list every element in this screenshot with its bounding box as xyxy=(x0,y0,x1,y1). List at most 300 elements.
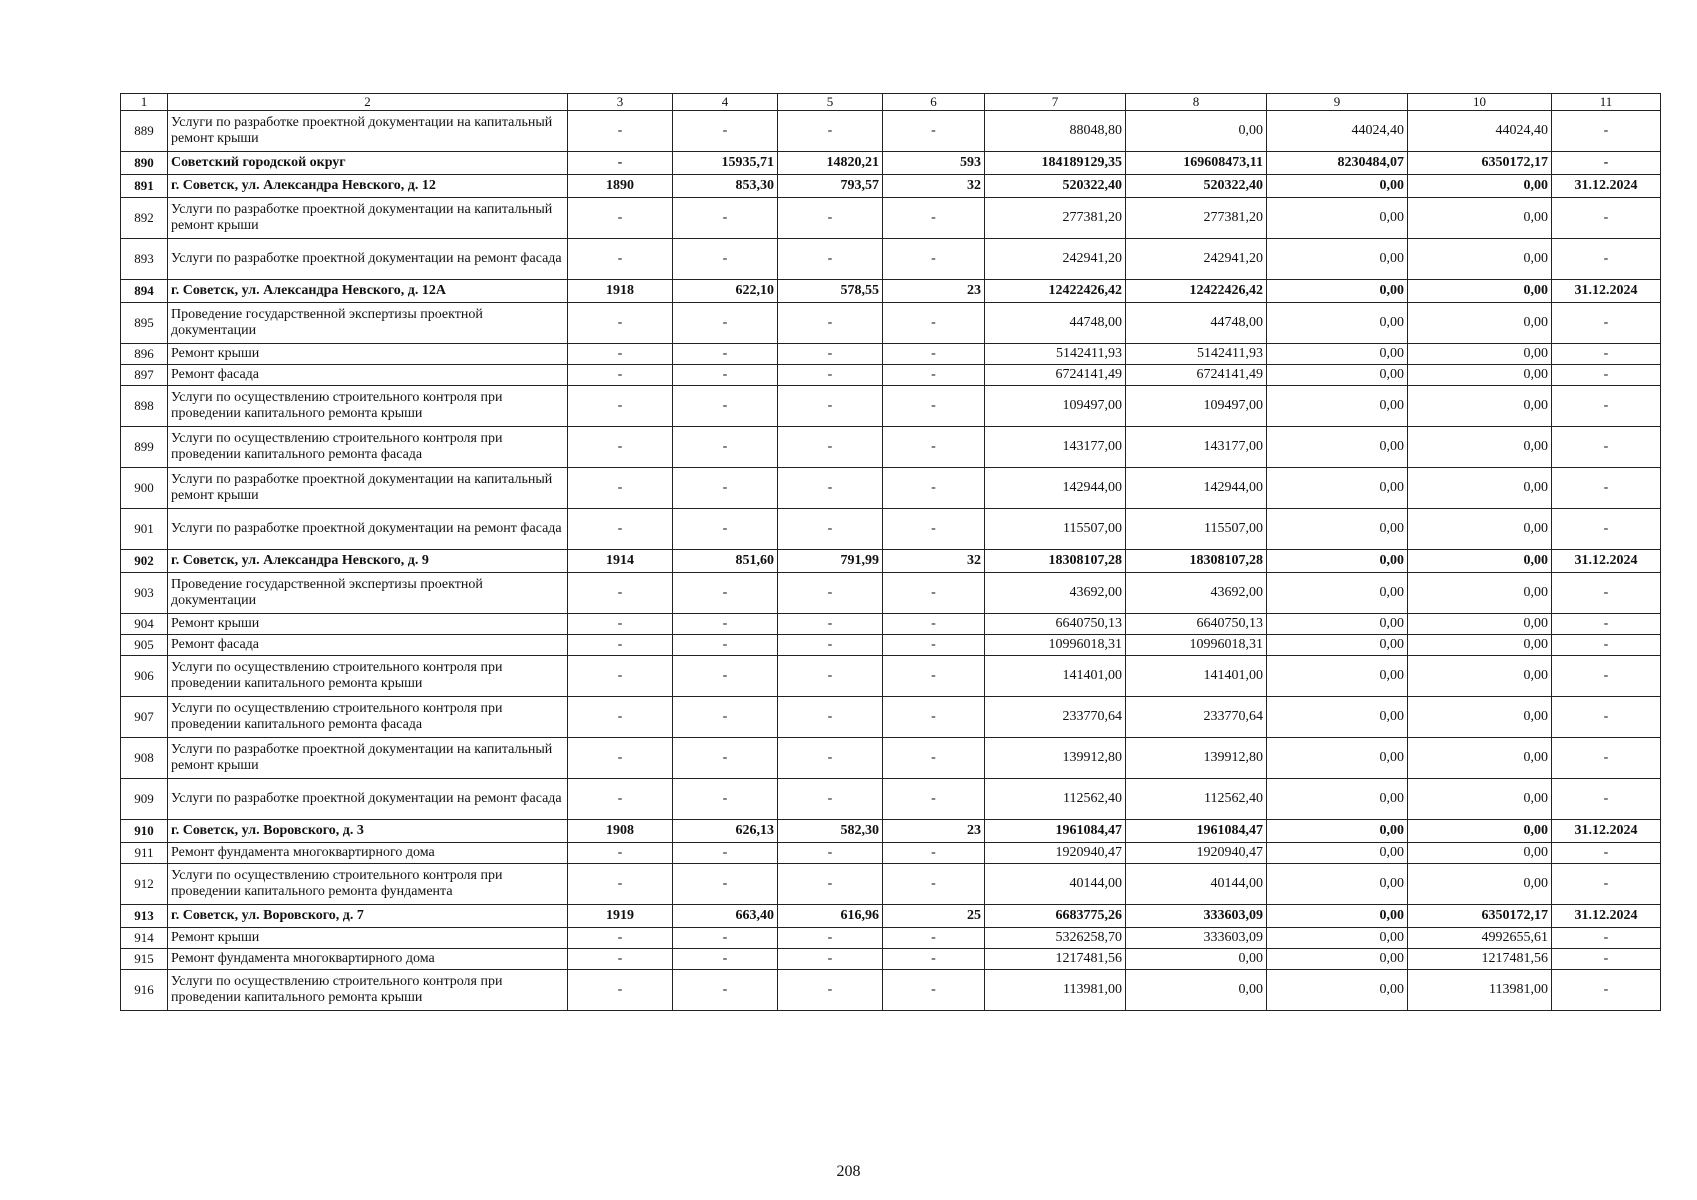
total-cost-cell: 40144,00 xyxy=(985,864,1126,905)
residents-cell: 593 xyxy=(883,152,985,175)
row-number: 901 xyxy=(121,509,168,550)
item-name: г. Советск, ул. Александра Невского, д. 12 xyxy=(168,175,568,198)
living-area-cell: - xyxy=(778,779,883,820)
item-name: Ремонт фундамента многоквартирного дома xyxy=(168,843,568,864)
living-area-cell: - xyxy=(778,656,883,697)
row-number: 913 xyxy=(121,905,168,928)
deadline-cell: 31.12.2024 xyxy=(1552,175,1661,198)
item-name: Услуги по разработке проектной документации на капитальный ремонт крыши xyxy=(168,738,568,779)
year-cell: - xyxy=(568,509,673,550)
cost-2024-cell: 40144,00 xyxy=(1126,864,1267,905)
living-area-cell: 578,55 xyxy=(778,280,883,303)
residents-cell: - xyxy=(883,738,985,779)
deadline-cell: - xyxy=(1552,239,1661,280)
deadline-cell: - xyxy=(1552,198,1661,239)
header-cell: 10 xyxy=(1408,94,1552,111)
year-cell: - xyxy=(568,111,673,152)
table-body xyxy=(121,94,1661,1011)
cost-2026-cell: 0,00 xyxy=(1408,427,1552,468)
year-cell: - xyxy=(568,239,673,280)
total-area-cell: - xyxy=(673,344,778,365)
item-name: Услуги по разработке проектной документации на ремонт фасада xyxy=(168,779,568,820)
deadline-cell: - xyxy=(1552,738,1661,779)
total-area-cell: - xyxy=(673,738,778,779)
item-name: Услуги по осуществлению строительного контроля при проведении капитального ремонта крыши xyxy=(168,386,568,427)
cost-2026-cell: 0,00 xyxy=(1408,779,1552,820)
year-cell: - xyxy=(568,928,673,949)
cost-2026-cell: 0,00 xyxy=(1408,344,1552,365)
cost-2025-cell: 0,00 xyxy=(1267,697,1408,738)
table-row xyxy=(121,239,1661,280)
total-area-cell: - xyxy=(673,239,778,280)
deadline-cell: 31.12.2024 xyxy=(1552,820,1661,843)
row-number: 895 xyxy=(121,303,168,344)
cost-2025-cell: 0,00 xyxy=(1267,614,1408,635)
residents-cell: - xyxy=(883,111,985,152)
deadline-cell: - xyxy=(1552,509,1661,550)
total-area-cell: - xyxy=(673,928,778,949)
cost-2026-cell: 44024,40 xyxy=(1408,111,1552,152)
total-area-cell: 663,40 xyxy=(673,905,778,928)
item-name: Ремонт крыши xyxy=(168,614,568,635)
living-area-cell: - xyxy=(778,468,883,509)
header-cell: 5 xyxy=(778,94,883,111)
cost-2026-cell: 0,00 xyxy=(1408,550,1552,573)
table-row xyxy=(121,427,1661,468)
cost-2026-cell: 0,00 xyxy=(1408,656,1552,697)
cost-2025-cell: 0,00 xyxy=(1267,573,1408,614)
header-cell: 1 xyxy=(121,94,168,111)
deadline-cell: - xyxy=(1552,152,1661,175)
deadline-cell: - xyxy=(1552,614,1661,635)
cost-2024-cell: 44748,00 xyxy=(1126,303,1267,344)
cost-2025-cell: 0,00 xyxy=(1267,344,1408,365)
cost-2026-cell: 0,00 xyxy=(1408,365,1552,386)
cost-2024-cell: 139912,80 xyxy=(1126,738,1267,779)
cost-2024-cell: 6724141,49 xyxy=(1126,365,1267,386)
cost-2025-cell: 0,00 xyxy=(1267,365,1408,386)
deadline-cell: - xyxy=(1552,928,1661,949)
row-number: 898 xyxy=(121,386,168,427)
year-cell: - xyxy=(568,303,673,344)
row-number: 893 xyxy=(121,239,168,280)
cost-2025-cell: 0,00 xyxy=(1267,864,1408,905)
table-group-row xyxy=(121,152,1661,175)
item-name: Ремонт крыши xyxy=(168,928,568,949)
cost-2024-cell: 520322,40 xyxy=(1126,175,1267,198)
deadline-cell: - xyxy=(1552,344,1661,365)
year-cell: - xyxy=(568,864,673,905)
cost-2026-cell: 4992655,61 xyxy=(1408,928,1552,949)
living-area-cell: - xyxy=(778,111,883,152)
year-cell: - xyxy=(568,970,673,1011)
item-name: Услуги по осуществлению строительного контроля при проведении капитального ремонта фасада xyxy=(168,427,568,468)
deadline-cell: - xyxy=(1552,779,1661,820)
residents-cell: - xyxy=(883,365,985,386)
living-area-cell: - xyxy=(778,949,883,970)
cost-2025-cell: 0,00 xyxy=(1267,820,1408,843)
table-group-row xyxy=(121,820,1661,843)
row-number: 905 xyxy=(121,635,168,656)
cost-2026-cell: 0,00 xyxy=(1408,635,1552,656)
deadline-cell: - xyxy=(1552,365,1661,386)
row-number: 911 xyxy=(121,843,168,864)
row-number: 900 xyxy=(121,468,168,509)
table-row xyxy=(121,928,1661,949)
total-cost-cell: 112562,40 xyxy=(985,779,1126,820)
year-cell: - xyxy=(568,468,673,509)
cost-2024-cell: 5142411,93 xyxy=(1126,344,1267,365)
total-cost-cell: 115507,00 xyxy=(985,509,1126,550)
year-cell: 1919 xyxy=(568,905,673,928)
total-area-cell: - xyxy=(673,635,778,656)
deadline-cell: 31.12.2024 xyxy=(1552,550,1661,573)
total-area-cell: - xyxy=(673,303,778,344)
deadline-cell: - xyxy=(1552,970,1661,1011)
cost-2025-cell: 0,00 xyxy=(1267,843,1408,864)
total-cost-cell: 1961084,47 xyxy=(985,820,1126,843)
total-area-cell: - xyxy=(673,198,778,239)
residents-cell: - xyxy=(883,509,985,550)
deadline-cell: - xyxy=(1552,111,1661,152)
item-name: Проведение государственной экспертизы проектной документации xyxy=(168,303,568,344)
cost-2024-cell: 0,00 xyxy=(1126,111,1267,152)
total-cost-cell: 139912,80 xyxy=(985,738,1126,779)
total-cost-cell: 143177,00 xyxy=(985,427,1126,468)
table-row xyxy=(121,386,1661,427)
table-row xyxy=(121,303,1661,344)
cost-2024-cell: 6640750,13 xyxy=(1126,614,1267,635)
cost-2026-cell: 0,00 xyxy=(1408,864,1552,905)
cost-2024-cell: 109497,00 xyxy=(1126,386,1267,427)
row-number: 894 xyxy=(121,280,168,303)
cost-2025-cell: 0,00 xyxy=(1267,198,1408,239)
total-area-cell: 853,30 xyxy=(673,175,778,198)
total-area-cell: 622,10 xyxy=(673,280,778,303)
year-cell: - xyxy=(568,614,673,635)
residents-cell: - xyxy=(883,843,985,864)
cost-2025-cell: 0,00 xyxy=(1267,303,1408,344)
total-cost-cell: 113981,00 xyxy=(985,970,1126,1011)
item-name: Проведение государственной экспертизы проектной документации xyxy=(168,573,568,614)
total-area-cell: - xyxy=(673,656,778,697)
table-row xyxy=(121,365,1661,386)
living-area-cell: 582,30 xyxy=(778,820,883,843)
residents-cell: - xyxy=(883,656,985,697)
total-area-cell: - xyxy=(673,365,778,386)
item-name: Ремонт фундамента многоквартирного дома xyxy=(168,949,568,970)
residents-cell: - xyxy=(883,427,985,468)
cost-2024-cell: 333603,09 xyxy=(1126,905,1267,928)
item-name: Услуги по разработке проектной документации на ремонт фасада xyxy=(168,239,568,280)
deadline-cell: - xyxy=(1552,697,1661,738)
table-row xyxy=(121,864,1661,905)
living-area-cell: - xyxy=(778,427,883,468)
table-row xyxy=(121,843,1661,864)
header-cell: 7 xyxy=(985,94,1126,111)
year-cell: 1908 xyxy=(568,820,673,843)
deadline-cell: - xyxy=(1552,303,1661,344)
cost-2026-cell: 0,00 xyxy=(1408,239,1552,280)
year-cell: - xyxy=(568,949,673,970)
row-number: 907 xyxy=(121,697,168,738)
cost-2025-cell: 0,00 xyxy=(1267,175,1408,198)
residents-cell: - xyxy=(883,468,985,509)
row-number: 906 xyxy=(121,656,168,697)
total-area-cell: - xyxy=(673,843,778,864)
total-cost-cell: 1217481,56 xyxy=(985,949,1126,970)
item-name: Услуги по разработке проектной документации на капитальный ремонт крыши xyxy=(168,111,568,152)
total-area-cell: - xyxy=(673,970,778,1011)
item-name: Услуги по осуществлению строительного контроля при проведении капитального ремонта фундамента xyxy=(168,864,568,905)
cost-2025-cell: 0,00 xyxy=(1267,468,1408,509)
year-cell: - xyxy=(568,656,673,697)
item-name: Услуги по осуществлению строительного контроля при проведении капитального ремонта крыши xyxy=(168,656,568,697)
living-area-cell: - xyxy=(778,573,883,614)
header-cell: 4 xyxy=(673,94,778,111)
total-area-cell: - xyxy=(673,427,778,468)
total-area-cell: 626,13 xyxy=(673,820,778,843)
row-number: 890 xyxy=(121,152,168,175)
total-area-cell: - xyxy=(673,573,778,614)
total-cost-cell: 6683775,26 xyxy=(985,905,1126,928)
living-area-cell: - xyxy=(778,970,883,1011)
year-cell: - xyxy=(568,738,673,779)
table-group-row xyxy=(121,175,1661,198)
living-area-cell: - xyxy=(778,635,883,656)
total-area-cell: - xyxy=(673,614,778,635)
year-cell: - xyxy=(568,843,673,864)
item-name: г. Советск, ул. Воровского, д. 3 xyxy=(168,820,568,843)
table-row xyxy=(121,697,1661,738)
cost-2026-cell: 0,00 xyxy=(1408,697,1552,738)
item-name: Услуги по осуществлению строительного контроля при проведении капитального ремонта фасада xyxy=(168,697,568,738)
residents-cell: 25 xyxy=(883,905,985,928)
total-cost-cell: 88048,80 xyxy=(985,111,1126,152)
cost-2026-cell: 0,00 xyxy=(1408,573,1552,614)
living-area-cell: 791,99 xyxy=(778,550,883,573)
total-cost-cell: 233770,64 xyxy=(985,697,1126,738)
deadline-cell: - xyxy=(1552,386,1661,427)
row-number: 892 xyxy=(121,198,168,239)
cost-2024-cell: 142944,00 xyxy=(1126,468,1267,509)
table-row xyxy=(121,656,1661,697)
year-cell: - xyxy=(568,386,673,427)
cost-2025-cell: 0,00 xyxy=(1267,928,1408,949)
table-row xyxy=(121,468,1661,509)
column-number-header-row xyxy=(121,94,1661,111)
table-row xyxy=(121,970,1661,1011)
item-name: Ремонт фасада xyxy=(168,365,568,386)
cost-2026-cell: 0,00 xyxy=(1408,820,1552,843)
row-number: 904 xyxy=(121,614,168,635)
item-name: Ремонт фасада xyxy=(168,635,568,656)
data-table xyxy=(120,93,1661,1011)
cost-2025-cell: 0,00 xyxy=(1267,905,1408,928)
cost-2024-cell: 18308107,28 xyxy=(1126,550,1267,573)
row-number: 896 xyxy=(121,344,168,365)
total-cost-cell: 43692,00 xyxy=(985,573,1126,614)
cost-2026-cell: 0,00 xyxy=(1408,614,1552,635)
item-name: г. Советск, ул. Александра Невского, д. 12А xyxy=(168,280,568,303)
cost-2025-cell: 0,00 xyxy=(1267,386,1408,427)
residents-cell: - xyxy=(883,303,985,344)
cost-2025-cell: 0,00 xyxy=(1267,550,1408,573)
table-row xyxy=(121,573,1661,614)
residents-cell: - xyxy=(883,635,985,656)
row-number: 902 xyxy=(121,550,168,573)
residents-cell: - xyxy=(883,198,985,239)
row-number: 914 xyxy=(121,928,168,949)
year-cell: 1890 xyxy=(568,175,673,198)
cost-2025-cell: 0,00 xyxy=(1267,509,1408,550)
table-row xyxy=(121,738,1661,779)
residents-cell: - xyxy=(883,573,985,614)
total-cost-cell: 44748,00 xyxy=(985,303,1126,344)
living-area-cell: - xyxy=(778,386,883,427)
living-area-cell: - xyxy=(778,738,883,779)
cost-2026-cell: 0,00 xyxy=(1408,280,1552,303)
deadline-cell: - xyxy=(1552,949,1661,970)
total-cost-cell: 141401,00 xyxy=(985,656,1126,697)
total-area-cell: - xyxy=(673,111,778,152)
living-area-cell: - xyxy=(778,697,883,738)
living-area-cell: - xyxy=(778,344,883,365)
total-cost-cell: 184189129,35 xyxy=(985,152,1126,175)
table-group-row xyxy=(121,280,1661,303)
header-cell: 3 xyxy=(568,94,673,111)
residents-cell: - xyxy=(883,928,985,949)
cost-2025-cell: 0,00 xyxy=(1267,427,1408,468)
row-number: 908 xyxy=(121,738,168,779)
total-cost-cell: 18308107,28 xyxy=(985,550,1126,573)
living-area-cell: - xyxy=(778,303,883,344)
table-row xyxy=(121,344,1661,365)
total-area-cell: - xyxy=(673,949,778,970)
cost-2024-cell: 141401,00 xyxy=(1126,656,1267,697)
total-area-cell: - xyxy=(673,386,778,427)
residents-cell: - xyxy=(883,614,985,635)
living-area-cell: - xyxy=(778,239,883,280)
cost-2024-cell: 169608473,11 xyxy=(1126,152,1267,175)
item-name: Ремонт крыши xyxy=(168,344,568,365)
cost-2024-cell: 1961084,47 xyxy=(1126,820,1267,843)
total-cost-cell: 242941,20 xyxy=(985,239,1126,280)
row-number: 903 xyxy=(121,573,168,614)
year-cell: - xyxy=(568,635,673,656)
residents-cell: 32 xyxy=(883,550,985,573)
table-row xyxy=(121,111,1661,152)
total-cost-cell: 109497,00 xyxy=(985,386,1126,427)
deadline-cell: - xyxy=(1552,864,1661,905)
living-area-cell: 793,57 xyxy=(778,175,883,198)
cost-2025-cell: 0,00 xyxy=(1267,738,1408,779)
living-area-cell: - xyxy=(778,198,883,239)
cost-2026-cell: 0,00 xyxy=(1408,509,1552,550)
table-row xyxy=(121,509,1661,550)
cost-2026-cell: 113981,00 xyxy=(1408,970,1552,1011)
deadline-cell: - xyxy=(1552,635,1661,656)
deadline-cell: 31.12.2024 xyxy=(1552,280,1661,303)
cost-2024-cell: 143177,00 xyxy=(1126,427,1267,468)
residents-cell: - xyxy=(883,949,985,970)
cost-2026-cell: 0,00 xyxy=(1408,303,1552,344)
living-area-cell: - xyxy=(778,509,883,550)
cost-2026-cell: 6350172,17 xyxy=(1408,905,1552,928)
year-cell: - xyxy=(568,152,673,175)
year-cell: - xyxy=(568,344,673,365)
table-row xyxy=(121,949,1661,970)
cost-2025-cell: 0,00 xyxy=(1267,635,1408,656)
total-cost-cell: 5142411,93 xyxy=(985,344,1126,365)
cost-2026-cell: 1217481,56 xyxy=(1408,949,1552,970)
total-cost-cell: 6640750,13 xyxy=(985,614,1126,635)
cost-2024-cell: 242941,20 xyxy=(1126,239,1267,280)
total-cost-cell: 142944,00 xyxy=(985,468,1126,509)
year-cell: 1914 xyxy=(568,550,673,573)
living-area-cell: 14820,21 xyxy=(778,152,883,175)
living-area-cell: - xyxy=(778,843,883,864)
row-number: 891 xyxy=(121,175,168,198)
deadline-cell: - xyxy=(1552,468,1661,509)
cost-2025-cell: 44024,40 xyxy=(1267,111,1408,152)
item-name: Услуги по разработке проектной документации на капитальный ремонт крыши xyxy=(168,468,568,509)
cost-2025-cell: 0,00 xyxy=(1267,280,1408,303)
total-area-cell: - xyxy=(673,509,778,550)
table-group-row xyxy=(121,550,1661,573)
total-area-cell: 851,60 xyxy=(673,550,778,573)
total-cost-cell: 277381,20 xyxy=(985,198,1126,239)
cost-2025-cell: 0,00 xyxy=(1267,970,1408,1011)
cost-2024-cell: 333603,09 xyxy=(1126,928,1267,949)
residents-cell: - xyxy=(883,344,985,365)
cost-2024-cell: 12422426,42 xyxy=(1126,280,1267,303)
cost-2025-cell: 0,00 xyxy=(1267,949,1408,970)
cost-2025-cell: 0,00 xyxy=(1267,656,1408,697)
total-cost-cell: 520322,40 xyxy=(985,175,1126,198)
total-cost-cell: 12422426,42 xyxy=(985,280,1126,303)
year-cell: - xyxy=(568,573,673,614)
cost-2024-cell: 1920940,47 xyxy=(1126,843,1267,864)
total-area-cell: 15935,71 xyxy=(673,152,778,175)
total-area-cell: - xyxy=(673,864,778,905)
deadline-cell: - xyxy=(1552,843,1661,864)
item-name: Услуги по осуществлению строительного контроля при проведении капитального ремонта крыши xyxy=(168,970,568,1011)
year-cell: - xyxy=(568,198,673,239)
row-number: 916 xyxy=(121,970,168,1011)
year-cell: - xyxy=(568,697,673,738)
total-area-cell: - xyxy=(673,468,778,509)
table-row xyxy=(121,198,1661,239)
residents-cell: - xyxy=(883,779,985,820)
cost-2024-cell: 0,00 xyxy=(1126,949,1267,970)
cost-2025-cell: 8230484,07 xyxy=(1267,152,1408,175)
table-row xyxy=(121,779,1661,820)
row-number: 899 xyxy=(121,427,168,468)
total-area-cell: - xyxy=(673,779,778,820)
living-area-cell: - xyxy=(778,864,883,905)
deadline-cell: 31.12.2024 xyxy=(1552,905,1661,928)
total-cost-cell: 10996018,31 xyxy=(985,635,1126,656)
row-number: 897 xyxy=(121,365,168,386)
living-area-cell: - xyxy=(778,365,883,386)
item-name: Услуги по разработке проектной документации на капитальный ремонт крыши xyxy=(168,198,568,239)
header-cell: 2 xyxy=(168,94,568,111)
row-number: 909 xyxy=(121,779,168,820)
cost-2026-cell: 0,00 xyxy=(1408,198,1552,239)
living-area-cell: - xyxy=(778,614,883,635)
header-cell: 9 xyxy=(1267,94,1408,111)
